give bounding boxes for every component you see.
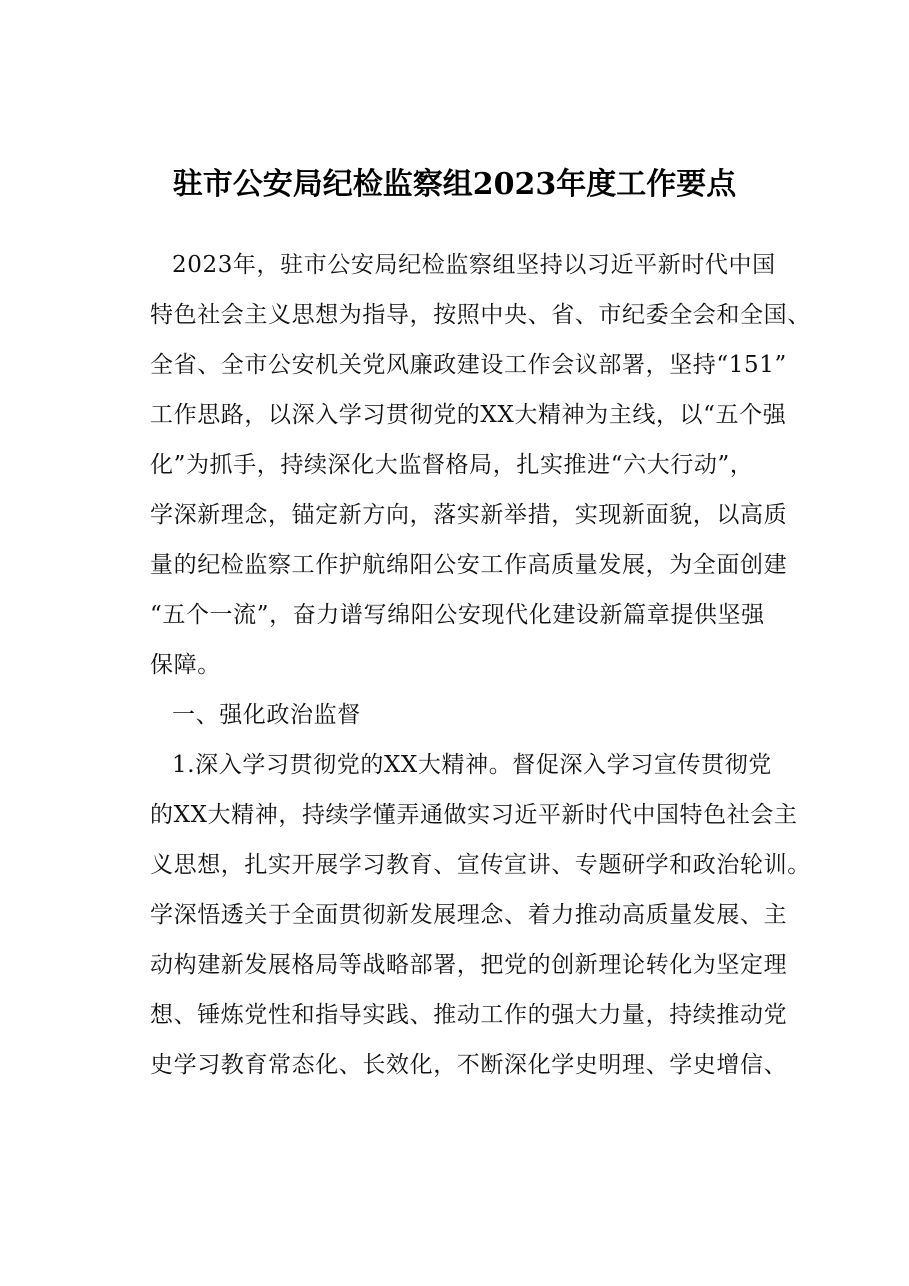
body-line-7: 量的纪检监察工作护航绵阳公安工作高质量发展，为全面创建 [150, 552, 788, 578]
section-heading: 一、强化政治监督 [172, 702, 361, 728]
body-line-1: 2023年，驻市公安局纪检监察组坚持以习近平新时代中国 [172, 252, 776, 278]
body-line-16: 想、锤炼党性和指导实践、推动工作的强大力量，持续推动党 [150, 1002, 788, 1028]
body-line-14: 学深悟透关于全面贯彻新发展理念、着力推动高质量发展、主 [150, 902, 788, 928]
body-line-17: 史学习教育常态化、长效化，不断深化学史明理、学史增信、 [150, 1052, 788, 1078]
body-line-4: 工作思路，以深入学习贯彻党的XX大精神为主线，以“五个强 [150, 402, 787, 428]
body-line-9: 保障。 [150, 652, 221, 678]
document-title: 驻市公安局纪检监察组2023年度工作要点 [172, 167, 737, 202]
body-line-8: “五个一流”，奋力谱写绵阳公安现代化建设新篇章提供坚强 [150, 602, 765, 628]
body-line-3: 全省、全市公安机关党风廉政建设工作会议部署，坚持“151” [150, 352, 787, 378]
body-line-2: 特色社会主义思想为指导，按照中央、省、市纪委全会和全国、 [150, 302, 811, 328]
body-line-11: 1.深入学习贯彻党的XX大精神。督促深入学习宣传贯彻党 [172, 752, 772, 778]
body-line-6: 学深新理念，锚定新方向，落实新举措，实现新面貌，以高质 [150, 502, 788, 528]
body-line-5: 化”为抓手，持续深化大监督格局，扎实推进“六大行动”， [150, 452, 754, 478]
body-line-12: 的XX大精神，持续学懂弄通做实习近平新时代中国特色社会主 [150, 802, 798, 828]
body-line-13: 义思想，扎实开展学习教育、宣传宣讲、专题研学和政治轮训。 [150, 852, 811, 878]
body-line-15: 动构建新发展格局等战略部署，把党的创新理论转化为坚定理 [150, 952, 788, 978]
